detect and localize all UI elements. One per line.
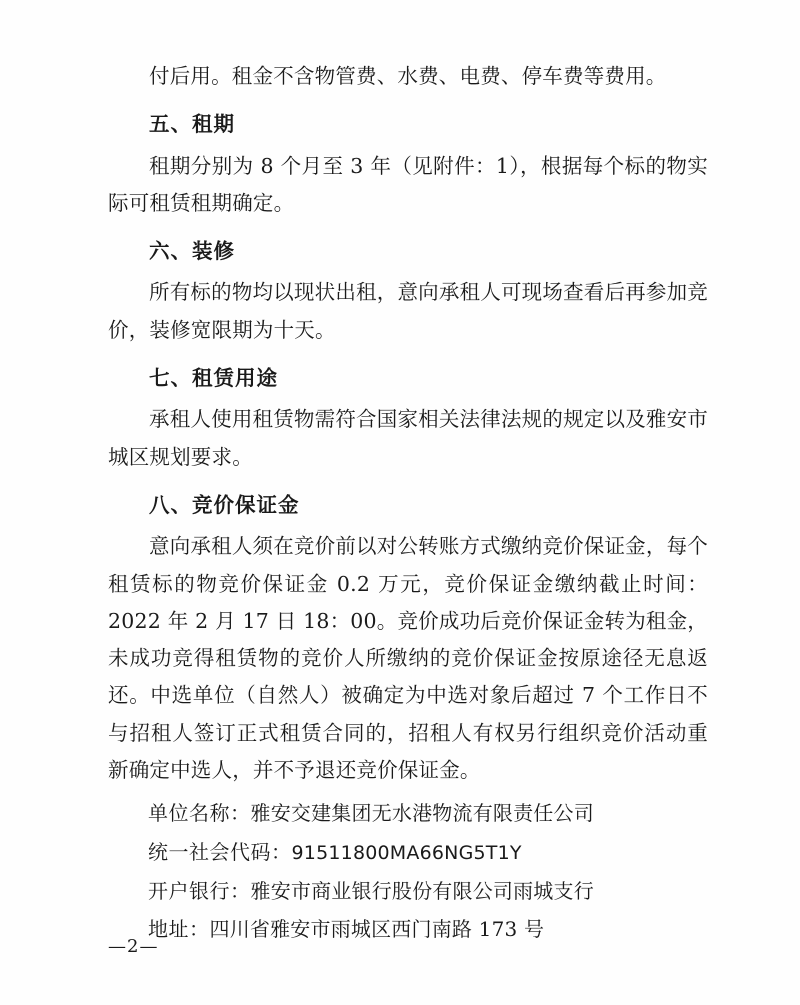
account-info-label-company: 单位名称： <box>148 801 251 826</box>
account-info-value-credit-code: 91511800MA66NG5T1Y <box>291 841 522 864</box>
account-info-label-bank: 开户银行： <box>148 878 251 903</box>
section-paragraph-5-1: 租期分别为 8 个月至 3 年（见附件：1），根据每个标的物实际可租赁租期确定。 <box>108 153 708 215</box>
account-info-value-address: 四川省雅安市雨城区西门南路 173 号 <box>209 917 545 942</box>
account-info-label-credit-code: 统一社会代码： <box>148 839 292 864</box>
account-info-value-bank: 雅安市商业银行股份有限公司雨城支行 <box>250 878 594 903</box>
account-info-row <box>108 834 708 872</box>
section-heading-8: 八、竞价保证金 <box>149 492 300 517</box>
section-heading-7: 七、租赁用途 <box>149 366 278 391</box>
section-paragraph-8-1: 意向承租人须在竞价前以对公转账方式缴纳竞价保证金，每个租赁标的物竞价保证金 0.2 万元，竞价保证金缴纳截止时间：2022 年 2 月 17 日 18：00。竞价成功后竞价保证金转为租金，未成功竞得租赁物的竞价人所缴纳的竞价保证金按原途径无息返还。中选单位（自然人）被确定为中选对象后超过 7 个工作日不与招租人签订正式租赁合同的，招租人有权另行组织竞价活动重新确定中选人，并不予退还竞价保证金。 <box>108 534 708 783</box>
section-paragraph-6-1: 所有标的物均以现状出租，意向承租人可现场查看后再参加竞价，装修宽限期为十天。 <box>108 280 708 342</box>
section-heading-6: 六、装修 <box>149 239 235 264</box>
account-info-row <box>108 911 708 949</box>
section-heading-5: 五、租期 <box>149 112 235 137</box>
page-number: —2— <box>108 936 159 957</box>
section-paragraph-7-1: 承租人使用租赁物需符合国家相关法律法规的规定以及雅安市城区规划要求。 <box>108 407 708 469</box>
account-info-row <box>108 873 708 911</box>
account-info-row <box>108 795 708 833</box>
document-body <box>108 58 708 949</box>
account-info-label-address: 地址： <box>148 917 210 942</box>
account-info-block <box>108 795 708 949</box>
continued-paragraph: 付后用。租金不含物管费、水费、电费、停车费等费用。 <box>149 64 667 88</box>
account-info-value-company: 雅安交建集团无水港物流有限责任公司 <box>250 801 594 826</box>
